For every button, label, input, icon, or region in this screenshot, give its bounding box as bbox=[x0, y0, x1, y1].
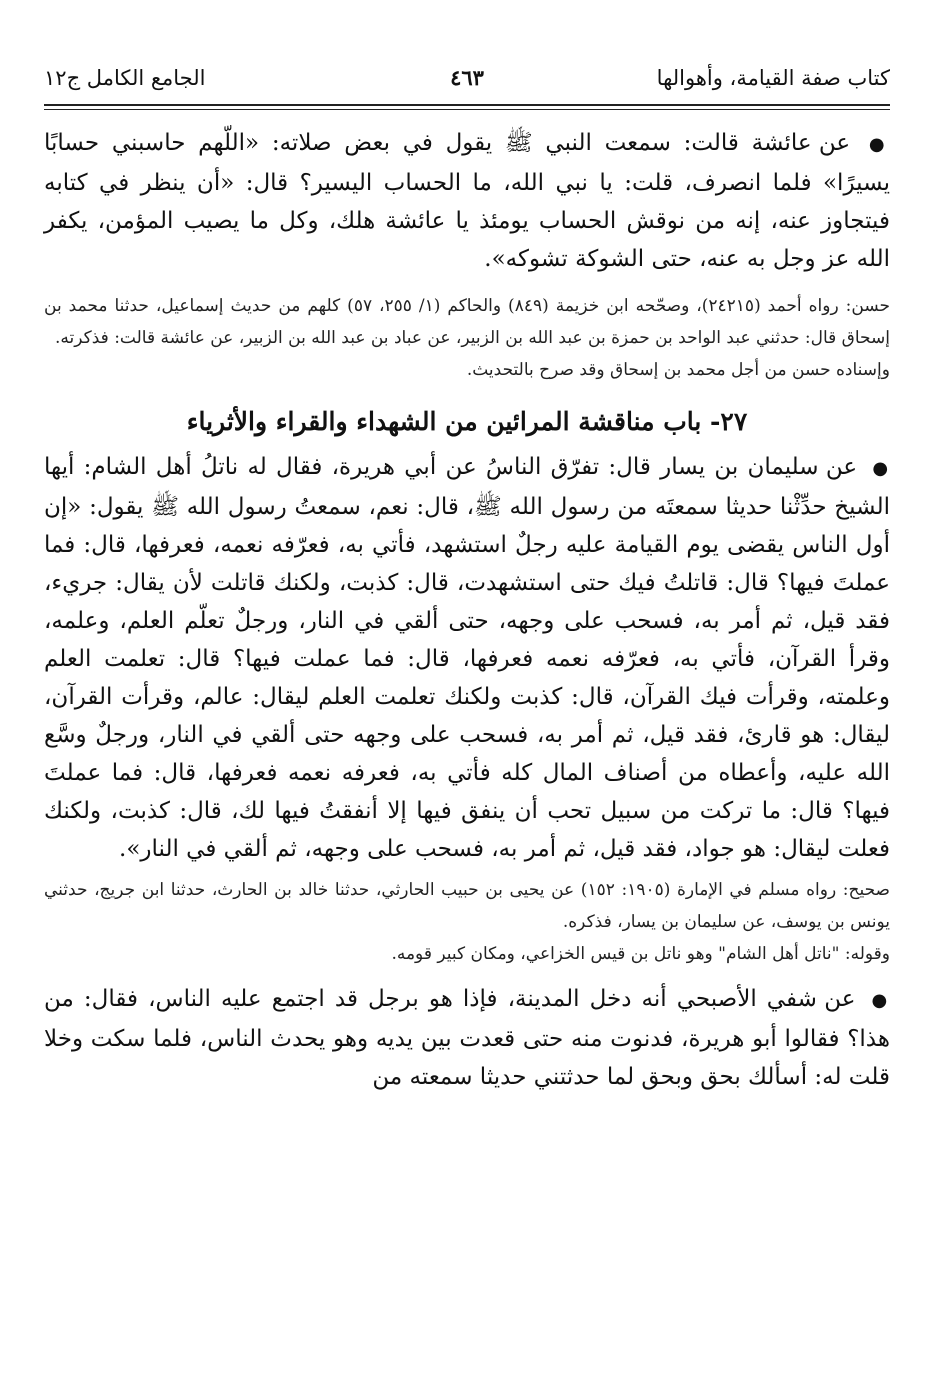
hadith-paragraph-2 bbox=[44, 448, 890, 868]
header-divider bbox=[44, 104, 890, 110]
bullet-icon: ● bbox=[868, 134, 890, 155]
spacer bbox=[44, 970, 890, 980]
header-chapter-title: كتاب صفة القيامة، وأهوالها bbox=[656, 66, 890, 90]
explanation-note-2: وقوله: "ناتل أهل الشام" وهو ناتل بن قيس الخزاعي، ومكان كبير قومه. bbox=[391, 944, 890, 964]
chapter-heading: ٢٧- باب مناقشة المرائين من الشهداء والقراء والأثرياء bbox=[186, 407, 748, 436]
bullet-icon: ● bbox=[871, 990, 891, 1011]
takhrij-note-1: حسن: رواه أحمد (٢٤٢١٥)، وصحّحه ابن خزيمة (٨٤٩) والحاكم (١/ ٢٥٥، ٥٧) كلهم من حديث إسماعيل، حدثنا محمد بن إسحاق قال: حدثني عبد الواحد بن حمزة بن عبد الله بن الزبير، عن عباد بن عبد الله بن الزبير، عن عائشة قالت: فذكرته. bbox=[44, 296, 890, 348]
header-book-title: الجامع الكامل ج١٢ bbox=[44, 66, 206, 90]
bullet-icon: ● bbox=[872, 458, 890, 479]
hadith-paragraph-1 bbox=[44, 124, 890, 278]
hadith-text-3: عن شفي الأصبحي أنه دخل المدينة، فإذا هو برجل قد اجتمع عليه الناس، فقال: من هذا؟ فقالوا أبو هريرة، فدنوت منه حتى قعدت بين يديه وهو يحدث الناس، فلما سكت وخلا قلت له: أسألك بحق وبحق لما حدثتني حديثا سمعته من bbox=[44, 986, 890, 1090]
page-header bbox=[44, 58, 890, 98]
hadith-text-2: عن سليمان بن يسار قال: تفرّق الناسُ عن أبي هريرة، فقال له ناتلُ أهل الشام: أيها الشيخ حدِّثْنا حديثا سمعتَه من رسول الله ﷺ، قال: نعم، سمعتُ رسول الله ﷺ يقول: «إن أول الناس يقضى يوم القيامة عليه رجلٌ استشهد، فأتي به، فعرّفه نعمه، فعرفها، قال: فما عملتَ فيها؟ قال: قاتلتُ فيك حتى استشهدت، قال: كذبت، ولكنك قاتلت لأن يقال: جريء، فقد قيل، ثم أمر به، فسحب على وجهه، حتى ألقي في النار، ورجلٌ تعلّم العلم، وعلمه، وقرأ القرآن، فأتي به، فعرّفه نعمه فعرفها، قال: فما عملت فيها؟ قال: تعلمت العلم وعلمته، وقرأت فيك القرآن، قال: كذبت ولكنك تعلمت العلم ليقال: عالم، وقرأت القرآن، ليقال: هو قارئ، فقد قيل، ثم أمر به، فسحب على وجهه حتى ألقي في النار، ورجلٌ وسَّع الله عليه، وأعطاه من أصناف المال كله فأتي به، فعرفه نعمه فعرفها، قال: فما عملتَ فيها؟ قال: ما تركت من سبيل تحب أن ينفق فيها إلا أنفقتُ فيها لك، قال: كذبت، ولكنك فعلت ليقال: هو جواد، فقد قيل، ثم أمر به، فسحب على وجهه، ثم ألقي في النار». bbox=[44, 454, 890, 862]
hadith-text-1: عن عائشة قالت: سمعت النبي ﷺ يقول في بعض صلاته: «اللّهم حاسبني حسابًا يسيرًا» فلما انصرف، قلت: يا نبي الله، ما الحساب اليسير؟ قال: «أن ينظر في كتابه فيتجاوز عنه، إنه من نوقش الحساب يومئذ يا عائشة هلك، وكل ما يصيب المؤمن، يكفر الله عز وجل به عنه، حتى الشوكة تشوكه». bbox=[44, 130, 890, 272]
isnad-note-1: وإسناده حسن من أجل محمد بن إسحاق وقد صرح بالتحديث. bbox=[466, 360, 890, 380]
hadith-paragraph-3 bbox=[44, 980, 890, 1096]
page-number: ٤٦٣ bbox=[450, 65, 484, 90]
takhrij-note-2: صحيح: رواه مسلم في الإمارة (١٩٠٥: ١٥٢) عن يحيى بن حبيب الحارثي، حدثنا خالد بن الحارث، حدثنا ابن جريج، حدثني يونس بن يوسف، عن سليمان بن يسار، فذكره. bbox=[44, 880, 890, 932]
book-page bbox=[44, 58, 890, 1096]
